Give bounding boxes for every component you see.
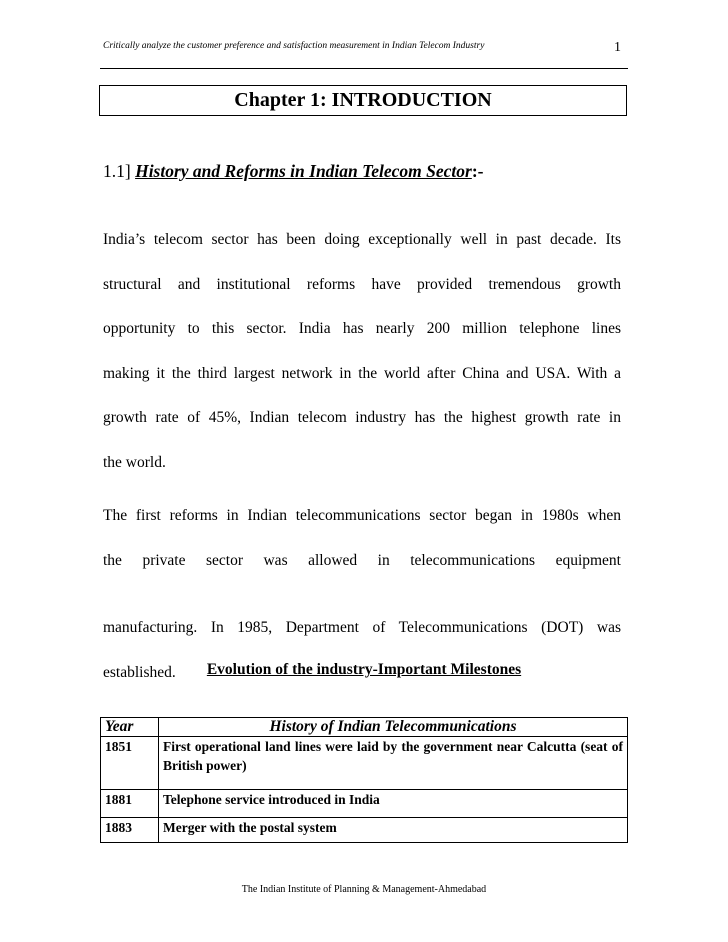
year-cell: 1883 <box>101 818 159 843</box>
milestones-heading <box>0 661 728 679</box>
text-line: established. <box>103 663 176 681</box>
table-header-row <box>101 718 628 737</box>
text-line: growth rate of 45%, Indian telecom industry has the highest growth rate in <box>103 409 621 426</box>
text-line: the world. <box>103 453 166 471</box>
page-footer: The Indian Institute of Planning & Management-Ahmedabad <box>241 884 487 895</box>
column-header-history: History of Indian Telecommunications <box>159 718 628 737</box>
paragraph-first-reforms <box>103 494 621 583</box>
year-cell: 1881 <box>101 790 159 818</box>
text-line: The first reforms in Indian telecommunications sector began in 1980s when <box>103 507 621 524</box>
page-number: 1 <box>614 40 621 55</box>
year-cell: 1851 <box>101 737 159 790</box>
chapter-title: Chapter 1: INTRODUCTION <box>99 85 627 116</box>
header-divider <box>100 68 628 69</box>
event-cell: Telephone service introduced in India <box>159 790 628 818</box>
event-cell: Merger with the postal system <box>159 818 628 843</box>
milestones-table <box>100 717 628 843</box>
text-line: manufacturing. In 1985, Department of Telecommunications (DOT) was <box>103 619 621 636</box>
paragraph-dot-established <box>103 606 621 695</box>
paragraph-telecom-growth <box>103 218 621 485</box>
table-row <box>101 818 628 843</box>
section-title: History and Reforms in Indian Telecom Sector <box>135 161 472 181</box>
section-heading <box>103 161 483 182</box>
event-cell: First operational land lines were laid by the government near Calcutta (seat of British power) <box>159 737 628 790</box>
running-header: Critically analyze the customer preference and satisfaction measurement in Indian Telecom Industry <box>103 41 485 51</box>
section-number: 1.1] <box>103 161 131 181</box>
milestones-heading-text: Evolution of the industry-Important Milestones <box>206 661 522 678</box>
text-line: making it the third largest network in the world after China and USA. With a <box>103 364 621 382</box>
text-line: the private sector was allowed in telecommunications equipment <box>103 551 621 569</box>
text-line: India’s telecom sector has been doing exceptionally well in past decade. Its <box>103 231 621 248</box>
table-row <box>101 790 628 818</box>
text-line: structural and institutional reforms have provided tremendous growth <box>103 275 621 293</box>
text-line: opportunity to this sector. India has nearly 200 million telephone lines <box>103 320 621 337</box>
section-suffix: :- <box>471 161 484 181</box>
table-row <box>101 737 628 790</box>
column-header-year: Year <box>101 718 159 737</box>
